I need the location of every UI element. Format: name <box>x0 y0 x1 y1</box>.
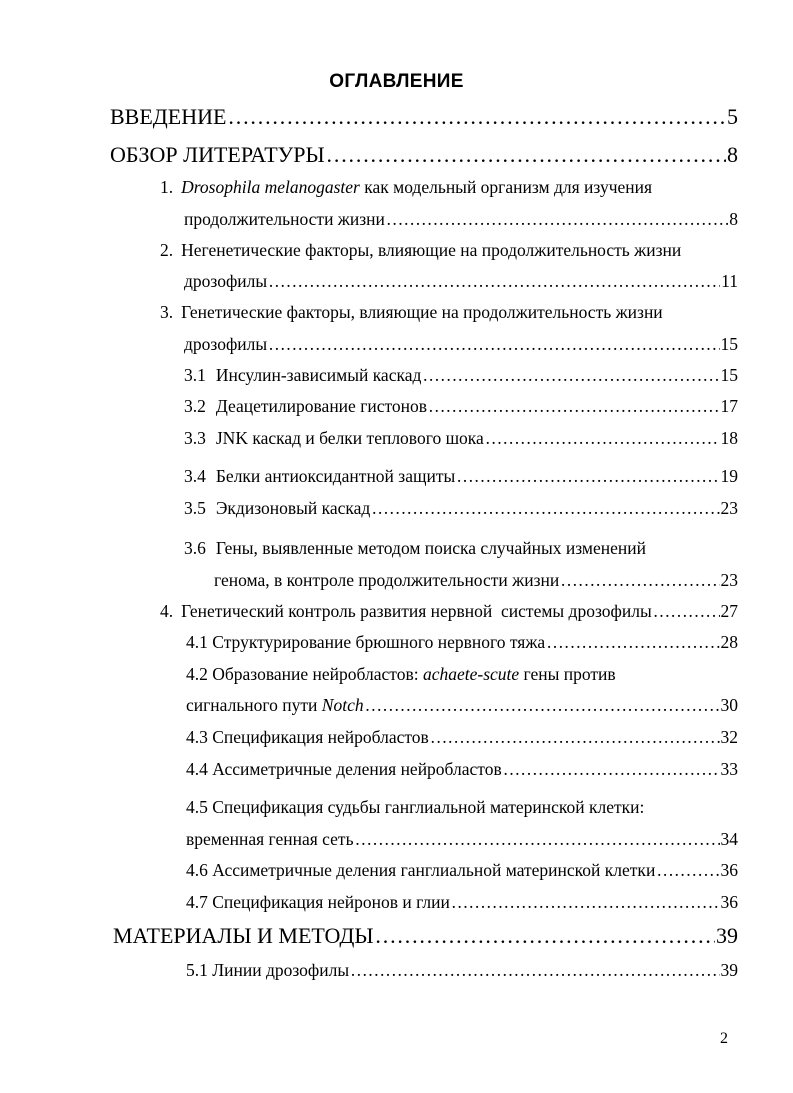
toc-entry-s4-1[interactable] <box>186 632 738 653</box>
toc-leader-dots <box>456 466 719 487</box>
toc-entry-s4-6[interactable] <box>186 860 738 881</box>
toc-entry-s3-4[interactable] <box>184 466 738 487</box>
toc-entry-s4[interactable] <box>160 601 738 622</box>
toc-entry-page: 19 <box>720 466 738 486</box>
toc-entry-intro[interactable] <box>110 104 738 130</box>
toc-entry-italic: achaete-scute <box>422 664 520 684</box>
toc-entry-s1-line2[interactable] <box>184 209 738 230</box>
toc-entry-s3-2[interactable] <box>184 396 738 417</box>
toc-entry-text: Деацетилирование гистонов <box>215 396 428 416</box>
toc-entry-s4-5-line1[interactable] <box>186 797 644 818</box>
toc-entry-text: сигнального пути <box>186 695 322 715</box>
toc-entry-s3-3[interactable] <box>184 428 738 449</box>
toc-entry-text: Генетические факторы, влияющие на продолжительность жизни <box>181 302 663 322</box>
toc-entry-text: Экдизоновый каскад <box>215 498 371 518</box>
toc-entry-text: временная генная сеть <box>186 829 354 849</box>
toc-entry-text: дрозофилы <box>184 334 268 354</box>
toc-entry-text: продолжительности жизни <box>184 209 385 229</box>
toc-entry-num: 3.3 <box>184 428 206 448</box>
toc-entry-s4-5-line2[interactable] <box>186 829 738 850</box>
toc-entry-italic: Drosophila melanogaster <box>181 177 360 197</box>
toc-leader-dots <box>350 960 719 981</box>
toc-entry-s3-5[interactable] <box>184 498 738 519</box>
toc-leader-dots <box>386 209 728 230</box>
toc-entry-methods[interactable] <box>113 923 738 949</box>
toc-entry-s2-line1[interactable] <box>160 240 681 261</box>
toc-entry-text: Инсулин-зависимый каскад <box>215 365 422 385</box>
page-title: ОГЛАВЛЕНИЕ <box>329 71 464 92</box>
toc-entry-page: 36 <box>720 860 738 880</box>
toc-leader-dots <box>268 271 720 292</box>
toc-entry-num: 3.4 <box>184 466 206 486</box>
toc-entry-text: 4.3 Спецификация нейробластов <box>186 727 429 747</box>
toc-entry-page: 32 <box>720 727 738 747</box>
toc-entry-page: 36 <box>720 892 738 912</box>
toc-entry-s3-1[interactable] <box>184 365 738 386</box>
toc-entry-text: генома, в контроле продолжительности жизни <box>214 570 560 590</box>
toc-entry-page: 34 <box>720 829 738 849</box>
toc-entry-text: гены против <box>519 664 616 684</box>
toc-leader-dots <box>422 365 719 386</box>
toc-entry-num: 4. <box>160 601 174 621</box>
toc-entry-page: 5 <box>727 104 738 129</box>
toc-entry-text: МАТЕРИАЛЫ И МЕТОДЫ <box>113 923 374 948</box>
toc-entry-page: 17 <box>720 396 738 416</box>
toc-entry-text: Генетический контроль развития нервной системы дрозофилы <box>181 601 652 621</box>
toc-leader-dots <box>355 829 720 850</box>
toc-entry-num: 3.2 <box>184 396 206 416</box>
toc-entry-text: 4.6 Ассиметричные деления ганглиальной материнской клетки <box>186 860 656 880</box>
toc-entry-page: 8 <box>729 209 738 229</box>
toc-entry-s2-line2[interactable] <box>184 271 738 292</box>
toc-leader-dots <box>428 396 719 417</box>
toc-entry-italic: Notch <box>321 695 364 715</box>
toc-entry-num: 3.1 <box>184 365 206 385</box>
toc-entry-text: дрозофилы <box>184 271 268 291</box>
toc-leader-dots <box>326 142 726 168</box>
toc-entry-text: 4.4 Ассиметричные деления нейробластов <box>186 759 502 779</box>
toc-entry-num: 3.5 <box>184 498 206 518</box>
toc-entry-text: 4.2 Образование нейробластов: <box>186 664 423 684</box>
toc-leader-dots <box>268 334 719 355</box>
toc-leader-dots <box>227 104 726 130</box>
toc-entry-s4-3[interactable] <box>186 727 738 748</box>
toc-entry-page: 18 <box>720 428 738 448</box>
toc-entry-s4-7[interactable] <box>186 892 738 913</box>
toc-entry-text: как модельный организм для изучения <box>359 177 653 197</box>
toc-entry-text: Негенетические факторы, влияющие на продолжительность жизни <box>181 240 682 260</box>
toc-entry-text: ОБЗОР ЛИТЕРАТУРЫ <box>110 142 325 167</box>
toc-entry-page: 23 <box>720 498 738 518</box>
toc-leader-dots <box>546 632 719 653</box>
toc-entry-text: 4.7 Спецификация нейронов и глии <box>186 892 450 912</box>
toc-leader-dots <box>485 428 720 449</box>
toc-entry-s4-2-line1[interactable] <box>186 664 616 685</box>
toc-entry-page: 23 <box>720 570 738 590</box>
toc-entry-num: 3.6 <box>184 538 206 558</box>
toc-entry-s3-line1[interactable] <box>160 302 663 323</box>
toc-leader-dots <box>656 860 719 881</box>
toc-entry-page: 15 <box>720 334 738 354</box>
toc-leader-dots <box>503 759 720 780</box>
toc-entry-s4-2-line2[interactable] <box>186 695 738 716</box>
toc-leader-dots <box>653 601 720 622</box>
toc-entry-page: 39 <box>716 923 738 948</box>
toc-entry-s5-1[interactable] <box>186 960 738 981</box>
toc-entry-text: Гены, выявленные методом поиска случайных изменений <box>215 538 646 558</box>
toc-entry-page: 30 <box>720 695 738 715</box>
toc-leader-dots <box>365 695 720 716</box>
toc-entry-text: 5.1 Линии дрозофилы <box>186 960 350 980</box>
toc-entry-page: 39 <box>720 960 738 980</box>
toc-entry-page: 11 <box>721 271 738 291</box>
toc-entry-review[interactable] <box>110 142 738 168</box>
toc-entry-page: 8 <box>727 142 738 167</box>
toc-entry-s4-4[interactable] <box>186 759 738 780</box>
toc-entry-page: 27 <box>720 601 738 621</box>
page-number: 2 <box>720 1030 728 1047</box>
toc-entry-text: JNK каскад и белки теплового шока <box>215 428 484 448</box>
toc-entry-page: 33 <box>720 759 738 779</box>
toc-leader-dots <box>451 892 720 913</box>
toc-entry-text: Белки антиоксидантной защиты <box>215 466 456 486</box>
toc-entry-page: 15 <box>720 365 738 385</box>
toc-entry-num: 3. <box>160 302 174 322</box>
toc-entry-text: ВВЕДЕНИЕ <box>110 104 227 129</box>
toc-entry-text: 4.1 Структурирование брюшного нервного тяжа <box>186 632 546 652</box>
toc-entry-s3-6-line2[interactable] <box>214 570 738 591</box>
toc-leader-dots <box>375 923 715 949</box>
toc-entry-num: 1. <box>160 177 174 197</box>
toc-entry-text: 4.5 Спецификация судьбы ганглиальной материнской клетки: <box>186 797 645 817</box>
toc-entry-s3-6-line1[interactable] <box>184 538 646 559</box>
toc-entry-s1-line1[interactable] <box>160 177 652 198</box>
toc-entry-s3-line2[interactable] <box>184 334 738 355</box>
toc-entry-num: 2. <box>160 240 174 260</box>
toc-leader-dots <box>560 570 719 591</box>
toc-leader-dots <box>430 727 720 748</box>
toc-leader-dots <box>371 498 719 519</box>
toc-entry-page: 28 <box>720 632 738 652</box>
